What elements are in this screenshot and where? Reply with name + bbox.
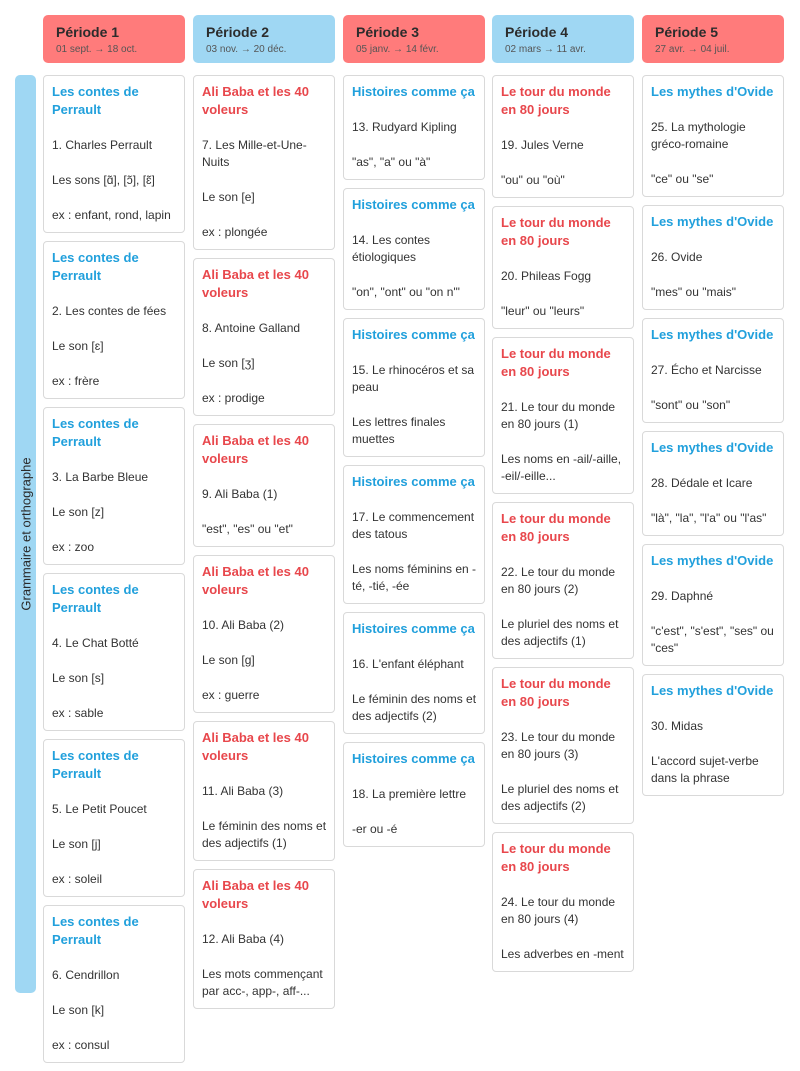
- period-header-1[interactable]: [43, 15, 185, 63]
- lesson-card[interactable]: [642, 544, 784, 666]
- lesson-detail: "as", "a" ou "à": [352, 155, 431, 169]
- lesson-card[interactable]: [343, 188, 485, 310]
- lesson-detail: "là", "la", "l'a" ou "l'as": [651, 511, 767, 525]
- lesson-theme: Le tour du monde en 80 jours: [501, 676, 611, 709]
- lesson-detail: Le féminin des noms et des adjectifs (2): [352, 692, 477, 723]
- lesson-theme: Les contes de Perrault: [52, 84, 139, 117]
- period-column-5: [642, 75, 784, 804]
- lesson-theme: Ali Baba et les 40 voleurs: [202, 564, 309, 597]
- lesson-title: 20. Phileas Fogg: [501, 269, 592, 283]
- lesson-card[interactable]: [343, 742, 485, 847]
- period-column-2: [193, 75, 335, 1017]
- period-dates: 05 janv. → 14 févr.: [356, 44, 439, 55]
- lesson-card[interactable]: [492, 206, 634, 329]
- lesson-card[interactable]: [343, 465, 485, 604]
- lesson-card[interactable]: [343, 75, 485, 180]
- lesson-detail: Le féminin des noms et des adjectifs (1): [202, 819, 327, 850]
- lesson-title: 14. Les contes étiologiques: [352, 233, 431, 264]
- period-header-3[interactable]: [343, 15, 485, 63]
- lesson-title: 22. Le tour du monde en 80 jours (2): [501, 565, 616, 596]
- lesson-title: 18. La première lettre: [352, 787, 467, 801]
- period-title: Période 2: [206, 24, 270, 40]
- period-column-1: [43, 75, 185, 1071]
- lesson-theme: Ali Baba et les 40 voleurs: [202, 433, 309, 466]
- lesson-card[interactable]: [43, 739, 185, 897]
- period-dates: 01 sept. → 18 oct.: [56, 44, 138, 55]
- lesson-detail: ex : enfant, rond, lapin: [52, 208, 171, 222]
- lesson-title: 17. Le commencement des tatous: [352, 510, 475, 541]
- lesson-title: 16. L'enfant éléphant: [352, 657, 464, 671]
- subject-label: Grammaire et orthographe: [18, 457, 33, 611]
- period-dates: 03 nov. → 20 déc.: [206, 44, 287, 55]
- lesson-detail: -er ou -é: [352, 822, 398, 836]
- lesson-title: 21. Le tour du monde en 80 jours (1): [501, 400, 616, 431]
- period-header-4[interactable]: [492, 15, 634, 63]
- lesson-theme: Histoires comme ça: [352, 327, 475, 342]
- period-column-3: [343, 75, 485, 855]
- lesson-title: 9. Ali Baba (1): [202, 487, 278, 501]
- period-column-4: [492, 75, 634, 980]
- lesson-card[interactable]: [193, 869, 335, 1009]
- lesson-theme: Ali Baba et les 40 voleurs: [202, 267, 309, 300]
- lesson-title: 28. Dédale et Icare: [651, 476, 753, 490]
- lesson-theme: Les contes de Perrault: [52, 416, 139, 449]
- lesson-detail: Les lettres finales muettes: [352, 415, 446, 446]
- lesson-card[interactable]: [193, 555, 335, 713]
- lesson-card[interactable]: [492, 337, 634, 494]
- lesson-theme: Ali Baba et les 40 voleurs: [202, 84, 309, 117]
- lesson-title: 11. Ali Baba (3): [202, 784, 284, 798]
- lesson-title: 13. Rudyard Kipling: [352, 120, 457, 134]
- lesson-theme: Le tour du monde en 80 jours: [501, 215, 611, 248]
- lesson-theme: Le tour du monde en 80 jours: [501, 346, 611, 379]
- lesson-title: 30. Midas: [651, 719, 704, 733]
- lesson-title: 19. Jules Verne: [501, 138, 584, 152]
- lesson-theme: Les mythes d'Ovide: [651, 440, 774, 455]
- lesson-title: 25. La mythologie gréco-romaine: [651, 120, 746, 151]
- lesson-detail: "sont" ou "son": [651, 398, 731, 412]
- lesson-card[interactable]: [193, 75, 335, 250]
- lesson-detail: ex : sable: [52, 706, 104, 720]
- lesson-detail: Les noms en -ail/-aille, -eil/-eille...: [501, 452, 622, 483]
- lesson-card[interactable]: [43, 75, 185, 233]
- lesson-detail: ex : prodige: [202, 391, 265, 405]
- lesson-title: 15. Le rhinocéros et sa peau: [352, 363, 475, 394]
- lesson-card[interactable]: [642, 205, 784, 310]
- period-title: Période 1: [56, 24, 120, 40]
- lesson-theme: Les contes de Perrault: [52, 748, 139, 781]
- lesson-theme: Le tour du monde en 80 jours: [501, 84, 611, 117]
- lesson-detail: Le son [s]: [52, 671, 105, 685]
- lesson-detail: ex : zoo: [52, 540, 95, 554]
- lesson-card[interactable]: [642, 431, 784, 536]
- lesson-theme: Les mythes d'Ovide: [651, 683, 774, 698]
- lesson-theme: Le tour du monde en 80 jours: [501, 511, 611, 544]
- period-title: Période 5: [655, 24, 719, 40]
- lesson-detail: Les mots commençant par acc-, app-, aff-...: [202, 967, 323, 998]
- lesson-detail: ex : soleil: [52, 872, 103, 886]
- lesson-card[interactable]: [43, 241, 185, 399]
- lesson-title: 8. Antoine Galland: [202, 321, 301, 335]
- lesson-detail: "c'est", "s'est", "ses" ou "ces": [651, 624, 774, 655]
- lesson-detail: Les sons [ɑ̃], [ɔ̃], [ɛ̃]: [52, 173, 155, 187]
- lesson-detail: "ce" ou "se": [651, 172, 714, 186]
- period-title: Période 4: [505, 24, 569, 40]
- subject-sidebar: [15, 75, 36, 993]
- lesson-title: 29. Daphné: [651, 589, 714, 603]
- lesson-card[interactable]: [343, 318, 485, 457]
- lesson-theme: Les contes de Perrault: [52, 582, 139, 615]
- lesson-card[interactable]: [492, 832, 634, 972]
- lesson-detail: "ou" ou "où": [501, 173, 565, 187]
- lesson-detail: "est", "es" ou "et": [202, 522, 293, 536]
- lesson-card[interactable]: [43, 905, 185, 1063]
- lesson-card[interactable]: [193, 258, 335, 416]
- lesson-detail: ex : plongée: [202, 225, 268, 239]
- lesson-detail: Le son [z]: [52, 505, 105, 519]
- lesson-title: 3. La Barbe Bleue: [52, 470, 149, 484]
- lesson-title: 5. Le Petit Poucet: [52, 802, 147, 816]
- lesson-title: 6. Cendrillon: [52, 968, 120, 982]
- lesson-card[interactable]: [492, 75, 634, 198]
- lesson-card[interactable]: [43, 407, 185, 565]
- lesson-title: 23. Le tour du monde en 80 jours (3): [501, 730, 616, 761]
- lesson-detail: Les noms féminins en -té, -tié, -ée: [352, 562, 477, 593]
- lesson-detail: L'accord sujet-verbe dans la phrase: [651, 754, 759, 785]
- lesson-detail: Le son [j]: [52, 837, 101, 851]
- lesson-title: 1. Charles Perrault: [52, 138, 153, 152]
- lesson-title: 12. Ali Baba (4): [202, 932, 285, 946]
- lesson-detail: ex : guerre: [202, 688, 260, 702]
- lesson-card[interactable]: [642, 75, 784, 197]
- lesson-detail: Le son [k]: [52, 1003, 105, 1017]
- lesson-card[interactable]: [492, 667, 634, 824]
- lesson-theme: Histoires comme ça: [352, 621, 475, 636]
- lesson-detail: ex : frère: [52, 374, 100, 388]
- period-dates: 27 avr. → 04 juil.: [655, 44, 730, 55]
- period-header-5[interactable]: [642, 15, 784, 63]
- lesson-detail: Le son [e]: [202, 190, 255, 204]
- period-header-2[interactable]: [193, 15, 335, 63]
- lesson-theme: Ali Baba et les 40 voleurs: [202, 878, 309, 911]
- lesson-detail: "leur" ou "leurs": [501, 304, 585, 318]
- lesson-card[interactable]: [193, 721, 335, 861]
- lesson-title: 26. Ovide: [651, 250, 703, 264]
- lesson-card[interactable]: [642, 318, 784, 423]
- lesson-theme: Les mythes d'Ovide: [651, 327, 774, 342]
- lesson-theme: Les contes de Perrault: [52, 914, 139, 947]
- lesson-theme: Histoires comme ça: [352, 197, 475, 212]
- lesson-detail: ex : consul: [52, 1038, 110, 1052]
- lesson-theme: Les contes de Perrault: [52, 250, 139, 283]
- lesson-detail: Le pluriel des noms et des adjectifs (2): [501, 782, 619, 813]
- lesson-theme: Ali Baba et les 40 voleurs: [202, 730, 309, 763]
- lesson-theme: Les mythes d'Ovide: [651, 214, 774, 229]
- period-title: Période 3: [356, 24, 420, 40]
- lesson-theme: Histoires comme ça: [352, 751, 475, 766]
- lesson-card[interactable]: [492, 502, 634, 659]
- lesson-title: 2. Les contes de fées: [52, 304, 167, 318]
- lesson-card[interactable]: [642, 674, 784, 796]
- lesson-detail: Le pluriel des noms et des adjectifs (1): [501, 617, 619, 648]
- lesson-theme: Le tour du monde en 80 jours: [501, 841, 611, 874]
- lesson-detail: "on", "ont" ou "on n'": [352, 285, 460, 299]
- period-dates: 02 mars → 11 avr.: [505, 44, 586, 55]
- lesson-card[interactable]: [343, 612, 485, 734]
- lesson-card[interactable]: [193, 424, 335, 547]
- lesson-title: 4. Le Chat Botté: [52, 636, 139, 650]
- lesson-title: 10. Ali Baba (2): [202, 618, 285, 632]
- lesson-title: 27. Écho et Narcisse: [651, 363, 762, 377]
- lesson-theme: Histoires comme ça: [352, 84, 475, 99]
- lesson-theme: Les mythes d'Ovide: [651, 84, 774, 99]
- lesson-detail: Le son [g]: [202, 653, 255, 667]
- lesson-theme: Histoires comme ça: [352, 474, 475, 489]
- lesson-card[interactable]: [43, 573, 185, 731]
- lesson-title: 7. Les Mille-et-Une-Nuits: [202, 138, 307, 169]
- lesson-detail: Les adverbes en -ment: [501, 947, 624, 961]
- lesson-title: 24. Le tour du monde en 80 jours (4): [501, 895, 616, 926]
- lesson-detail: Le son [ʒ]: [202, 356, 255, 370]
- lesson-detail: Le son [ɛ]: [52, 339, 104, 353]
- lesson-detail: "mes" ou "mais": [651, 285, 737, 299]
- lesson-theme: Les mythes d'Ovide: [651, 553, 774, 568]
